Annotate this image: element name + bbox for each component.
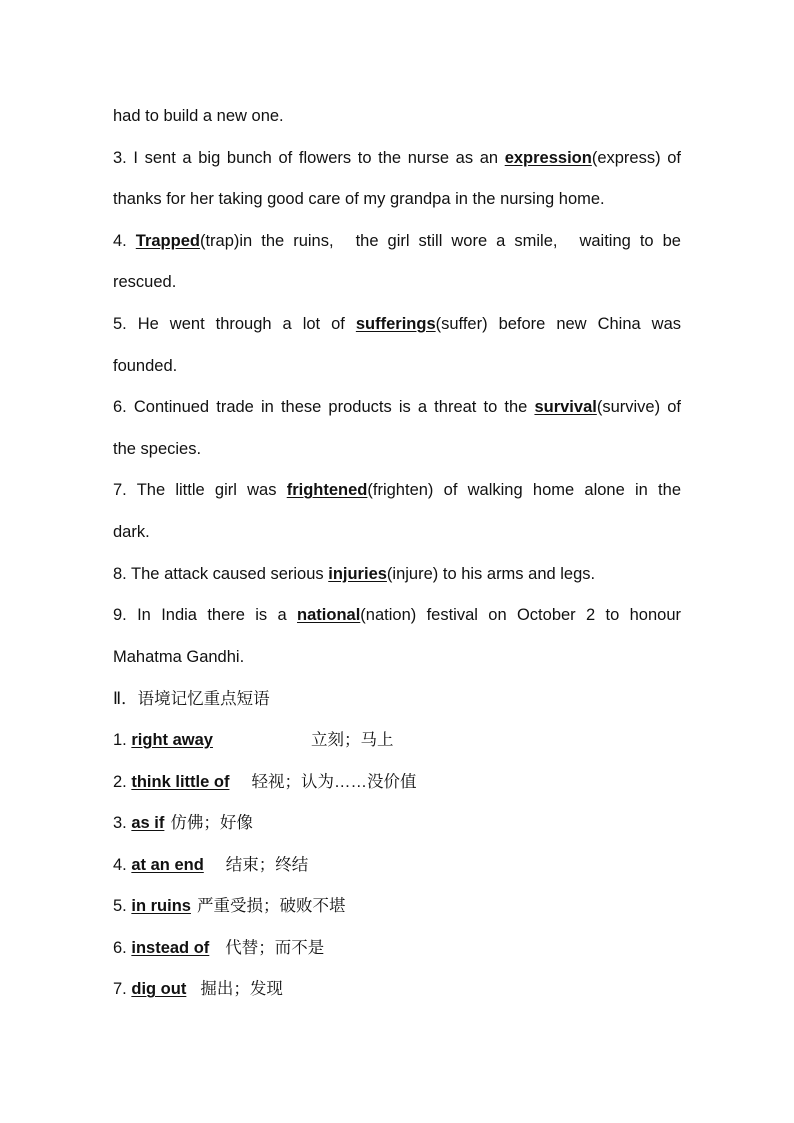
phrase-item <box>113 720 681 762</box>
line-text: 4. <box>113 231 136 250</box>
phrase-answer: in ruins <box>131 897 191 916</box>
hint-word: (nation) <box>360 606 417 625</box>
phrase-answer: as if <box>131 814 165 833</box>
exercise-line <box>113 429 681 471</box>
hint-word: (express) <box>591 148 661 167</box>
line-text: had to build a new one. <box>113 107 284 125</box>
answer-word: survival <box>534 398 597 417</box>
phrase-answer: dig out <box>131 980 187 999</box>
line-text: founded. <box>113 356 178 375</box>
answer-word: expression <box>504 148 592 167</box>
line-text: to his arms and legs. <box>438 564 596 583</box>
exercise-line <box>113 221 681 263</box>
phrase-number: 5. <box>113 897 132 916</box>
phrase-meaning: 掘出；发现 <box>200 980 283 999</box>
phrase-answer: at an end <box>131 855 204 874</box>
exercise-line <box>113 595 681 637</box>
phrase-item <box>113 886 681 928</box>
answer-word: injuries <box>328 564 387 583</box>
phrase-item <box>113 969 681 1011</box>
phrase-number: 1. <box>113 730 132 749</box>
phrase-item <box>113 928 681 970</box>
line-text: 6. Continued trade in these products is a threat to the <box>113 398 535 417</box>
hint-word: (survive) <box>596 398 661 417</box>
line-text: festival on October 2 to honour <box>416 606 681 625</box>
line-text: waiting to be <box>579 231 681 250</box>
exercise-line <box>113 554 681 596</box>
line-text: before new China was <box>487 314 681 333</box>
line-text: 8. The attack caused serious <box>113 564 329 583</box>
phrase-item <box>113 803 681 845</box>
line-text: of <box>660 398 681 417</box>
phrase-meaning: 代替；而不是 <box>225 938 325 957</box>
exercise-line <box>113 179 681 221</box>
document-page <box>113 96 681 1011</box>
line-text: in the ruins, <box>239 231 334 250</box>
exercise-line <box>113 96 681 138</box>
exercise-line <box>113 387 681 429</box>
exercise-line <box>113 138 681 180</box>
phrase-number: 4. <box>113 855 132 874</box>
line-text: 5. He went through a lot of <box>113 314 356 333</box>
section-heading <box>113 678 681 720</box>
answer-word: frightened <box>286 481 368 500</box>
phrase-number: 3. <box>113 814 132 833</box>
phrase-meaning: 严重受损；破败不堪 <box>196 897 346 916</box>
line-text: thanks for her taking good care of my grandpa in the nursing home. <box>113 190 605 209</box>
line-text: of <box>660 148 681 167</box>
phrase-answer: instead of <box>131 938 210 957</box>
hint-word: (trap) <box>199 231 240 250</box>
phrase-meaning: 轻视；认为……没价值 <box>251 772 417 791</box>
line-text: 3. I sent a big bunch of flowers to the nurse as an <box>113 148 505 167</box>
phrase-answer: right away <box>131 730 213 749</box>
line-text: Mahatma Gandhi. <box>113 647 245 666</box>
hint-word: (injure) <box>386 564 439 583</box>
phrase-answer: think little of <box>131 772 230 791</box>
exercise-line <box>113 346 681 388</box>
phrase-item <box>113 845 681 887</box>
exercise-line <box>113 470 681 512</box>
phrase-number: 7. <box>113 980 132 999</box>
line-text: 7. The little girl was <box>113 481 287 500</box>
line-text: of walking home alone in the <box>433 481 681 500</box>
phrase-item <box>113 762 681 804</box>
section-heading-text: Ⅱ．语境记忆重点短语 <box>113 689 270 709</box>
phrase-number: 2. <box>113 772 132 791</box>
answer-word: Trapped <box>135 231 200 250</box>
phrase-meaning: 仿佛；好像 <box>170 814 253 833</box>
answer-word: sufferings <box>355 314 436 333</box>
exercise-line <box>113 262 681 304</box>
phrase-meaning: 立刻；马上 <box>310 730 394 749</box>
line-text: rescued. <box>113 273 177 292</box>
hint-word: (suffer) <box>435 314 488 333</box>
answer-word: national <box>297 606 361 625</box>
exercise-line <box>113 304 681 346</box>
hint-word: (frighten) <box>367 481 434 500</box>
phrase-number: 6. <box>113 938 132 957</box>
line-text: dark. <box>113 522 150 541</box>
exercise-line <box>113 637 681 679</box>
line-text: 9. In India there is a <box>113 606 298 625</box>
line-text: the species. <box>113 439 202 458</box>
phrase-meaning: 结束；终结 <box>225 855 309 874</box>
line-text: the girl still wore a smile, <box>355 231 558 250</box>
exercise-line <box>113 512 681 554</box>
